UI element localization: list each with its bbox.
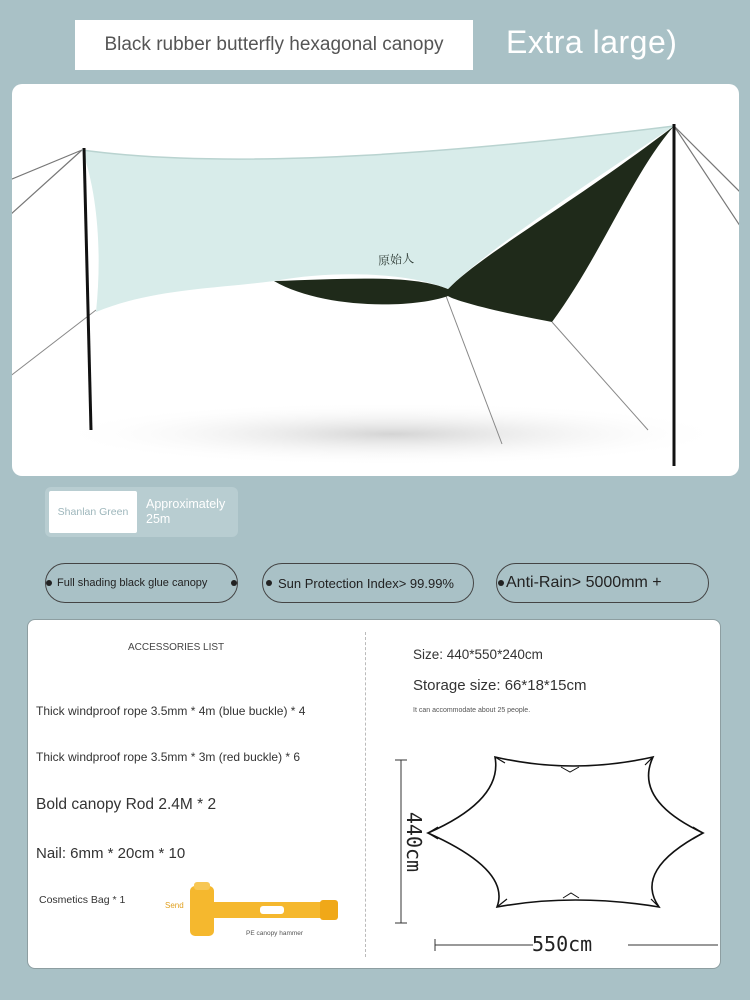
panel-divider — [365, 632, 366, 957]
bullet-dot — [266, 580, 272, 586]
color-option-area: Approximately 25m — [146, 497, 226, 526]
guy-rope — [12, 150, 82, 184]
accessory-item: Thick windproof rope 3.5mm * 4m (blue buckle) * 4 — [36, 704, 306, 718]
feature-label: Anti-Rain> 5000mm + — [506, 574, 662, 591]
accessories-heading: ACCESSORIES LIST — [128, 642, 225, 653]
width-dimension-label: 550cm — [532, 932, 593, 956]
feature-label: Full shading black glue canopy — [57, 577, 208, 589]
feature-pill-sun-protection — [262, 563, 474, 603]
accessory-item: Bold canopy Rod 2.4M * 2 — [36, 796, 217, 813]
color-option-chip[interactable] — [45, 487, 238, 537]
corner-clip — [561, 767, 579, 898]
canopy-illustration — [12, 84, 739, 476]
feature-pill-anti-rain — [496, 563, 709, 603]
depth-dimension-label: 440cm — [402, 811, 427, 873]
guy-rope — [674, 126, 739, 244]
color-option-name: Shanlan Green — [49, 491, 137, 533]
accessory-item: Cosmetics Bag * 1 — [39, 894, 126, 906]
bullet-dot — [46, 580, 52, 586]
product-title: Black rubber butterfly hexagonal canopy — [104, 34, 444, 55]
brand-mark: 原始人 — [377, 251, 415, 268]
gift-tag: Send — [165, 901, 184, 910]
corner-clip — [428, 757, 703, 907]
spec-capacity: It can accommodate about 25 people. — [413, 707, 531, 714]
spec-size: Size: 440*550*240cm — [413, 647, 543, 662]
guy-rope — [674, 126, 739, 204]
canopy-outline — [428, 757, 703, 907]
ground-shadow — [52, 402, 732, 466]
accessories-panel — [27, 619, 721, 969]
hammer-caption: PE canopy hammer — [246, 930, 304, 937]
guy-rope — [12, 150, 82, 224]
accessory-item: Thick windproof rope 3.5mm * 3m (red buckle) * 6 — [36, 750, 301, 764]
canopy-pole-left — [84, 148, 91, 430]
feature-pill-shading — [45, 563, 238, 603]
product-size-label: Extra large) — [506, 24, 678, 60]
feature-label: Sun Protection Index> 99.99% — [278, 575, 454, 591]
product-photo-panel — [12, 84, 739, 476]
guy-rope — [12, 310, 96, 384]
spec-storage: Storage size: 66*18*15cm — [413, 677, 587, 694]
bullet-dot — [498, 580, 504, 586]
accessory-item: Nail: 6mm * 20cm * 10 — [36, 845, 186, 862]
bullet-dot — [231, 580, 237, 586]
product-title-box — [75, 20, 473, 70]
